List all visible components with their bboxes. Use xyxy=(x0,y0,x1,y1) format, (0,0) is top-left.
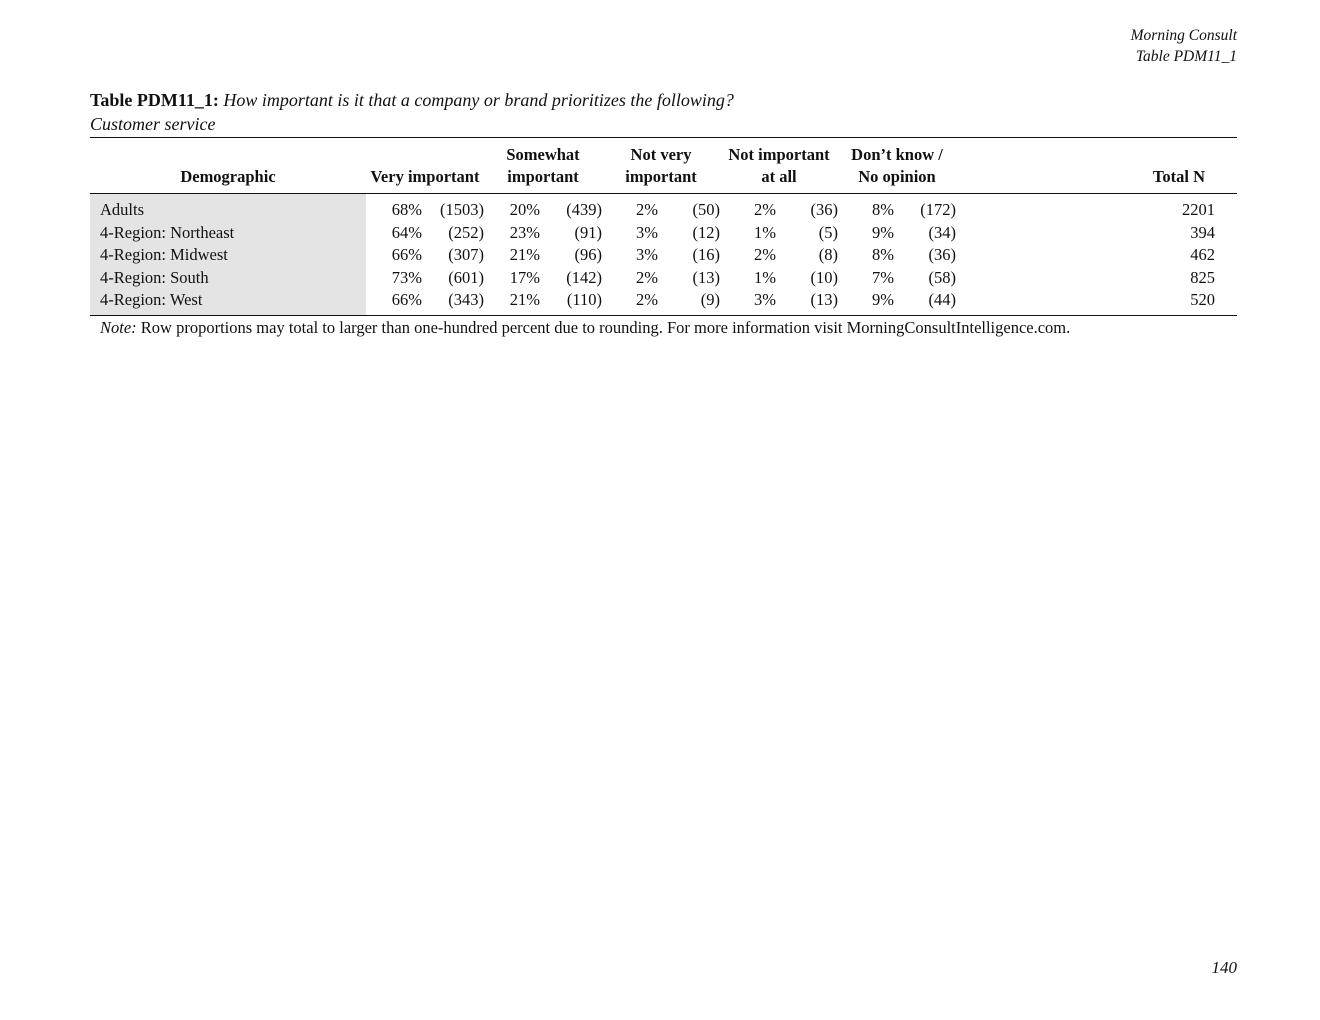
spacer-cell xyxy=(838,289,850,315)
percent-cell: 9% xyxy=(872,222,894,242)
count-cell: (601) xyxy=(448,267,484,287)
percent-cell: 7% xyxy=(872,267,894,287)
row-label: 4-Region: West xyxy=(90,289,366,315)
count-cell: (34) xyxy=(928,222,956,242)
spacer-cell xyxy=(720,194,732,222)
table-question: How important is it that a company or brand prioritizes the following? xyxy=(223,90,734,110)
spacer-cell xyxy=(366,244,378,267)
percent-cell: 2% xyxy=(754,200,776,219)
col-demographic: Demographic xyxy=(90,138,366,194)
table-body xyxy=(90,194,1237,316)
percent-cell: 3% xyxy=(754,290,776,310)
spacer-cell xyxy=(602,222,614,245)
spacer-cell xyxy=(602,194,614,222)
percent-cell: 17% xyxy=(509,267,540,287)
spacer-cell xyxy=(484,194,496,222)
percent-cell: 3% xyxy=(636,222,658,242)
total-n-cell: 520 xyxy=(1190,290,1215,310)
count-cell: (8) xyxy=(818,245,838,265)
header-row xyxy=(90,138,1237,194)
spacer-cell xyxy=(838,194,850,222)
col-total-n: Total N xyxy=(956,138,1237,194)
count-cell: (36) xyxy=(810,200,838,219)
spacer-cell xyxy=(720,267,732,290)
row-label: 4-Region: Northeast xyxy=(90,222,366,245)
percent-cell: 21% xyxy=(509,290,540,310)
percent-cell: 1% xyxy=(754,267,776,287)
page-header xyxy=(1131,25,1237,67)
percent-cell: 2% xyxy=(636,290,658,310)
percent-cell: 2% xyxy=(636,267,658,287)
spacer-cell xyxy=(484,289,496,315)
percent-cell: 68% xyxy=(391,200,422,219)
count-cell: (439) xyxy=(566,200,602,219)
count-cell: (343) xyxy=(448,290,484,310)
spacer-cell xyxy=(484,267,496,290)
count-cell: (36) xyxy=(928,245,956,265)
count-cell: (12) xyxy=(692,222,720,242)
count-cell: (172) xyxy=(920,200,956,219)
note-label: Note: xyxy=(100,318,137,337)
col-dont-know: Don’t know / No opinion xyxy=(838,138,956,194)
table-note xyxy=(100,317,1070,339)
note-text: Row proportions may total to larger than one-hundred percent due to rounding. For more information visit MorningConsultIntelligence.com. xyxy=(140,318,1071,337)
spacer-cell xyxy=(602,267,614,290)
spacer-cell xyxy=(602,289,614,315)
percent-cell: 66% xyxy=(391,290,422,310)
row-label: 4-Region: South xyxy=(90,267,366,290)
crosstab-table xyxy=(90,137,1237,316)
percent-cell: 1% xyxy=(754,222,776,242)
count-cell: (96) xyxy=(574,245,602,265)
count-cell: (13) xyxy=(692,267,720,287)
percent-cell: 20% xyxy=(509,200,540,219)
spacer-cell xyxy=(484,244,496,267)
percent-cell: 21% xyxy=(509,245,540,265)
percent-cell: 23% xyxy=(509,222,540,242)
count-cell: (44) xyxy=(928,290,956,310)
percent-cell: 66% xyxy=(391,245,422,265)
spacer-cell xyxy=(720,289,732,315)
count-cell: (13) xyxy=(810,290,838,310)
spacer-cell xyxy=(838,267,850,290)
table-row xyxy=(90,267,1237,290)
total-n-cell: 825 xyxy=(1190,267,1215,287)
table-row xyxy=(90,244,1237,267)
spacer-cell xyxy=(366,194,378,222)
table-reference: Table PDM11_1 xyxy=(1135,48,1237,65)
count-cell: (91) xyxy=(574,222,602,242)
percent-cell: 9% xyxy=(872,290,894,310)
total-n-cell: 394 xyxy=(1190,222,1215,242)
count-cell: (58) xyxy=(928,267,956,287)
spacer-cell xyxy=(720,222,732,245)
count-cell: (16) xyxy=(692,245,720,265)
spacer-cell xyxy=(838,222,850,245)
percent-cell: 2% xyxy=(754,245,776,265)
page-number: 140 xyxy=(1211,958,1237,977)
total-n-cell: 2201 xyxy=(1182,200,1215,219)
count-cell: (50) xyxy=(692,200,720,219)
percent-cell: 64% xyxy=(391,222,422,242)
count-cell: (9) xyxy=(700,290,720,310)
percent-cell: 2% xyxy=(636,200,658,219)
count-cell: (307) xyxy=(448,245,484,265)
count-cell: (10) xyxy=(810,267,838,287)
org-name: Morning Consult xyxy=(1130,27,1237,44)
count-cell: (5) xyxy=(818,222,838,242)
col-very-important: Very important xyxy=(366,138,484,194)
table-row xyxy=(90,222,1237,245)
table-subtitle: Customer service xyxy=(90,114,216,134)
count-cell: (1503) xyxy=(440,200,484,219)
percent-cell: 73% xyxy=(391,267,422,287)
percent-cell: 8% xyxy=(872,200,894,219)
total-n-cell: 462 xyxy=(1190,245,1215,265)
spacer-cell xyxy=(366,289,378,315)
count-cell: (142) xyxy=(566,267,602,287)
spacer-cell xyxy=(602,244,614,267)
spacer-cell xyxy=(366,222,378,245)
table-row xyxy=(90,289,1237,315)
spacer-cell xyxy=(720,244,732,267)
spacer-cell xyxy=(838,244,850,267)
table-title-lead: Table PDM11_1: xyxy=(90,90,219,110)
percent-cell: 8% xyxy=(872,245,894,265)
table-row xyxy=(90,194,1237,222)
col-somewhat-important: Somewhat important xyxy=(484,138,602,194)
table-title xyxy=(90,88,734,136)
spacer-cell xyxy=(484,222,496,245)
col-not-important-at-all: Not important at all xyxy=(720,138,838,194)
col-not-very-important: Not very important xyxy=(602,138,720,194)
row-label: 4-Region: Midwest xyxy=(90,244,366,267)
percent-cell: 3% xyxy=(636,245,658,265)
count-cell: (252) xyxy=(448,222,484,242)
count-cell: (110) xyxy=(566,290,602,310)
spacer-cell xyxy=(366,267,378,290)
row-label: Adults xyxy=(90,194,366,222)
